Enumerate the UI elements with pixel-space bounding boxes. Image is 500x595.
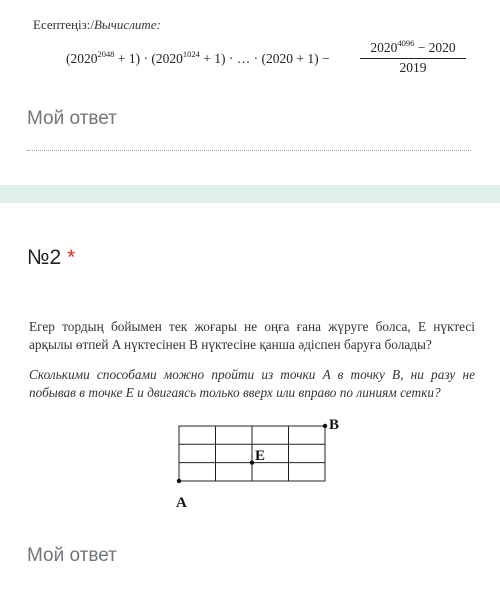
task1-heading-kz: Есептеңіз:/	[33, 17, 94, 32]
question2-answer-input[interactable]: Мой ответ	[27, 545, 117, 566]
point-b-label: B	[329, 417, 340, 433]
question-number: №2	[27, 246, 62, 269]
term2-exponent: 1024	[182, 49, 200, 59]
question2-text-ru: Сколькими способами можно пройти из точки A в точку B, ни разу не побывав в точке E и двигаясь только вверх или вправо по линиям сетки?	[29, 367, 475, 400]
grid-lines	[179, 426, 325, 481]
point-b-dot	[323, 424, 327, 428]
term2-base: (2020	[151, 51, 183, 66]
term1-base: (2020	[66, 51, 98, 66]
task1-heading-ru: Вычислите:	[93, 17, 161, 32]
term1-exponent: 2048	[97, 49, 115, 59]
section-divider	[0, 185, 500, 203]
point-a-label: A	[176, 495, 187, 511]
point-e-label: E	[255, 448, 266, 464]
formula-fraction	[358, 38, 468, 76]
question2-title	[27, 246, 75, 270]
numerator-tail: − 2020	[414, 40, 456, 55]
required-asterisk: *	[67, 246, 76, 269]
grid-diagram	[165, 410, 365, 515]
task1-card	[0, 0, 500, 185]
term2-tail: + 1) · … · (2020 + 1) −	[199, 51, 330, 66]
task1-heading	[33, 17, 161, 33]
numerator-exponent: 4096	[397, 38, 415, 48]
fraction-numerator	[358, 38, 468, 56]
fraction-bar	[360, 58, 466, 59]
formula-product	[66, 49, 330, 67]
question2-text-kz: Егер тордың бойымен тек жоғары не оңға ғана жүруге болса, E нүктесі арқылы өтпей A нүктесінен B нүктесіне қанша әдіспен баруға болады?	[29, 319, 475, 352]
fraction-denominator: 2019	[399, 60, 427, 75]
term1-tail: + 1) ·	[114, 51, 152, 66]
task1-formula	[66, 38, 486, 78]
task1-answer-input[interactable]: Мой ответ	[27, 108, 117, 129]
point-a-dot	[177, 479, 181, 483]
point-e-dot	[250, 460, 254, 464]
task1-answer-underline	[27, 150, 471, 151]
numerator-base: 2020	[370, 40, 398, 55]
